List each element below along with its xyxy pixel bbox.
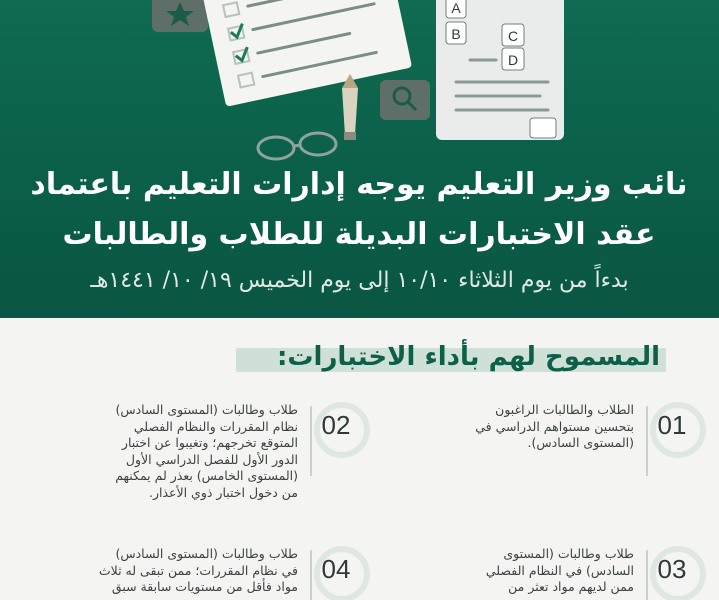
eligibility-item-02 bbox=[40, 402, 370, 532]
item-number: 03 bbox=[657, 554, 687, 584]
eligibility-item-03 bbox=[376, 546, 706, 600]
headline-line-2: عقد الاختبارات البديلة للطلاب والطالبات bbox=[62, 217, 656, 252]
date-range: بدءاً من يوم الثلاثاء ١٠/١٠ إلى يوم الخميس ١٩/ ١٠/ ١٤٤١هـ bbox=[90, 268, 629, 293]
svg-text:A: A bbox=[451, 0, 461, 16]
item-number: 01 bbox=[657, 410, 687, 440]
item-text: الطلاب والطالبات الراغبون بتحسين مستواهم الدراسي في (المستوى السادس). bbox=[475, 402, 634, 450]
item-text: طلاب وطالبات (المستوى السادس) في النظام الفصلي ممن لديهم مواد تعثر من bbox=[485, 546, 634, 594]
svg-text:C: C bbox=[507, 28, 519, 44]
exam-illustration bbox=[0, 0, 719, 170]
divider bbox=[646, 550, 648, 600]
item-number: 04 bbox=[321, 554, 351, 584]
svg-text:D: D bbox=[507, 52, 519, 68]
star-icon bbox=[152, 0, 208, 32]
headline-line-1: نائب وزير التعليم يوجه إدارات التعليم باعتماد bbox=[30, 167, 688, 202]
magnifier-icon bbox=[380, 80, 430, 120]
item-number: 02 bbox=[321, 410, 351, 440]
answer-sheet-icon bbox=[436, 0, 564, 140]
glasses-icon bbox=[258, 133, 336, 159]
eligibility-section bbox=[0, 318, 719, 600]
divider bbox=[310, 550, 312, 600]
svg-text:B: B bbox=[451, 26, 461, 42]
section-title: المسموح لهم بأداء الاختبارات: bbox=[277, 342, 660, 372]
divider bbox=[646, 406, 648, 476]
item-text: طلاب وطالبات (المستوى السادس) نظام المقررات والنظام الفصلي المتوقع تخرجهم؛ وتغيبوا عن اختبار الدور الأول للفصل الدراسي الأول (المستوى الخامس) بعذر لم يمكنهم من دخول اختبار ذوي الأعذار. bbox=[115, 402, 298, 500]
divider bbox=[310, 406, 312, 476]
item-text: طلاب وطالبات (المستوى السادس) في نظام المقررات؛ ممن تبقى له ثلاث مواد فأقل من مستويات سابقة سبق bbox=[98, 546, 298, 594]
eligibility-item-01 bbox=[376, 402, 706, 532]
pencil-icon bbox=[342, 74, 358, 140]
eligibility-item-04 bbox=[40, 546, 370, 600]
